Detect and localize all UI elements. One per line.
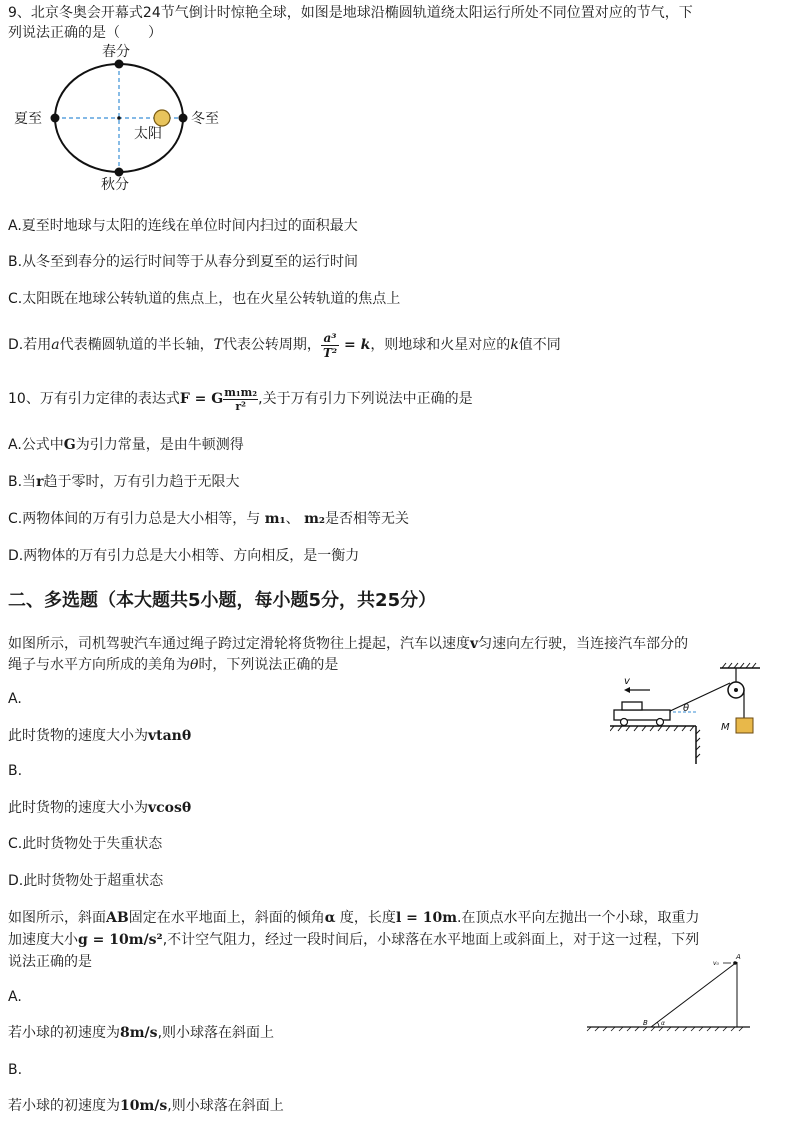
q12-stem-line1: 如图所示，斜面AB固定在水平地面上，斜面的倾角α 度，长度l = 10m.在顶点水平向左抛出一个小球，取重力 xyxy=(8,910,700,926)
theta-label: θ xyxy=(683,703,690,714)
q11-option-b: 此时货物的速度大小为vcosθ xyxy=(8,800,192,816)
q10-option-c: C.两物体间的万有引力总是大小相等，与 m₁、 m₂是否相等无关 xyxy=(8,511,410,527)
q10-option-d: D.两物体的万有引力总是大小相等、方向相反，是一衡力 xyxy=(8,548,360,564)
point-a-label: A xyxy=(736,953,741,961)
q9-option-d: D.若用a代表椭圆轨道的半长轴，T代表公转周期， $\frac{\text{a³}}{\text{T²}}$ = k，则地球和火星对应的k值不同 xyxy=(8,330,561,360)
q12-option-a-label: A. xyxy=(8,989,22,1005)
velocity-arrowhead xyxy=(624,687,630,693)
earth-spring-dot xyxy=(115,60,124,69)
rope-to-car xyxy=(668,683,730,712)
label-spring: 春分 xyxy=(102,44,130,60)
q10-option-a: A.公式中G为引力常量，是由牛顿测得 xyxy=(8,437,244,453)
pulley-figure xyxy=(610,660,770,768)
label-summer: 夏至 xyxy=(14,111,42,127)
earth-winter-dot xyxy=(179,114,188,123)
label-winter: 冬至 xyxy=(191,111,219,127)
q9-option-b: B.从冬至到春分的运行时间等于从春分到夏至的运行时间 xyxy=(8,254,359,270)
sun-icon xyxy=(154,110,170,126)
q11-option-c: C.此时货物处于失重状态 xyxy=(8,836,163,852)
q12-option-b-label: B. xyxy=(8,1062,23,1078)
incline-figure xyxy=(585,950,755,1035)
q11-option-b-label: B. xyxy=(8,763,23,779)
incline-slope xyxy=(651,962,737,1027)
q12-option-b: 若小球的初速度为10m/s,则小球落在斜面上 xyxy=(8,1098,284,1114)
ball-dot xyxy=(733,961,737,965)
q11-option-d: D.此时货物处于超重状态 xyxy=(8,873,164,889)
earth-autumn-dot xyxy=(115,168,124,177)
label-autumn: 秋分 xyxy=(101,177,129,193)
alpha-arc xyxy=(657,1022,659,1027)
car-cabin xyxy=(622,702,642,710)
earth-summer-dot xyxy=(51,114,60,123)
q11-option-a: 此时货物的速度大小为vtanθ xyxy=(8,728,192,744)
q12-stem-line2: 加速度大小g = 10m/s²,不计空气阻力，经过一段时间后，小球落在水平地面上或斜面上，对于这一过程，下列 xyxy=(8,932,700,948)
orbit-center-dot xyxy=(117,116,121,120)
orbit-figure xyxy=(8,40,228,195)
gravity-fraction: $\frac{\text{m₁m₂}}{\text{r²}}$ xyxy=(224,385,258,413)
pulley-axle xyxy=(734,688,738,692)
kepler-fraction: $\frac{\text{a³}}{\text{T²}}$ xyxy=(322,330,338,360)
alpha-label: α xyxy=(661,1020,665,1027)
q12-option-a: 若小球的初速度为8m/s,则小球落在斜面上 xyxy=(8,1025,275,1041)
car-wheel-back xyxy=(657,719,664,726)
q11-stem-line1: 如图所示，司机驾驶汽车通过绳子跨过定滑轮将货物往上提起，汽车以速度v匀速向左行驶，当连接汽车部分的 xyxy=(8,636,689,652)
q12-stem-line3: 说法正确的是 xyxy=(8,954,92,970)
q10-option-b: B.当r趋于零时，万有引力趋于无限大 xyxy=(8,474,240,490)
q9-option-a: A.夏至时地球与太阳的连线在单位时间内扫过的面积最大 xyxy=(8,218,358,234)
section-title: 二、多选题（本大题共5小题，每小题5分，共25分） xyxy=(8,590,437,611)
mass-block xyxy=(736,718,753,733)
q11-option-a-label: A. xyxy=(8,691,22,707)
q9-option-c: C.太阳既在地球公转轨道的焦点上，也在火星公转轨道的焦点上 xyxy=(8,291,401,307)
point-b-label: B xyxy=(643,1019,648,1027)
label-sun: 太阳 xyxy=(134,126,162,142)
mass-label: M xyxy=(721,722,730,733)
q9-stem-line2: 列说法正确的是（ ） xyxy=(8,25,162,41)
v0-label: v₀ xyxy=(713,960,719,967)
q10-stem: 10、万有引力定律的表达式F = G $\frac{\text{m₁m₂}}{\text{r²}}$ ,关于万有引力下列说法中正确的是 xyxy=(8,385,473,413)
car-wheel-front xyxy=(621,719,628,726)
q9-stem-line1: 9、北京冬奥会开幕式24节气倒计时惊艳全球，如图是地球沿椭圆轨道绕太阳运行所处不同位置对应的节气，下 xyxy=(8,5,693,21)
velocity-label: v xyxy=(624,676,630,687)
ground-hatch xyxy=(610,726,700,758)
q11-stem-line2: 绳子与水平方向所成的美角为θ时，下列说法正确的是 xyxy=(8,657,339,673)
